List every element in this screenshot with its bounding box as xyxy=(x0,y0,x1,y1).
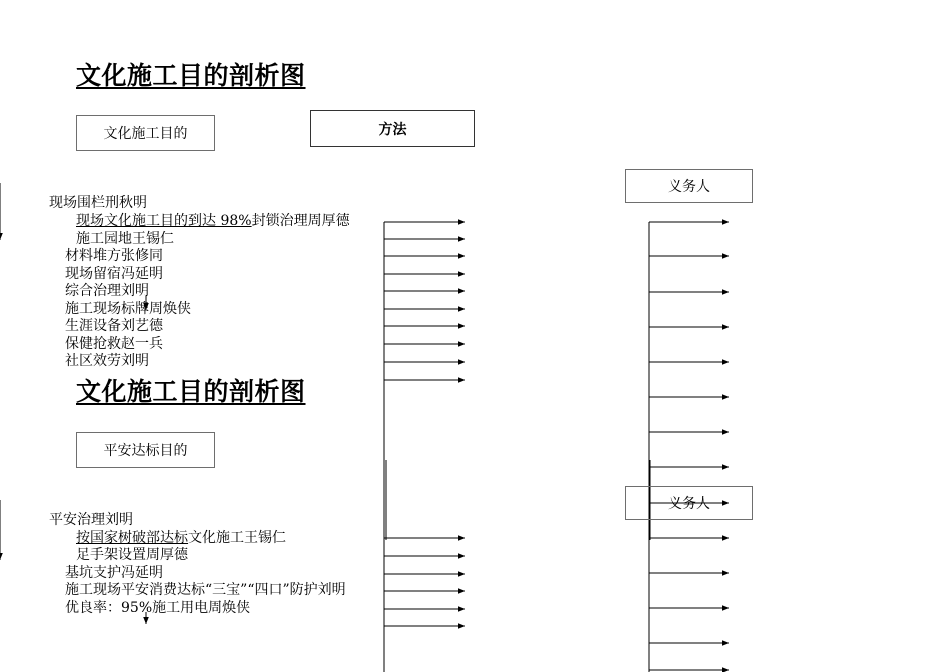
list-item: 施工现场平安消费达标“三宝”“四口”防护刘明 xyxy=(65,582,346,598)
objective-box-safety: 平安达标目的 xyxy=(76,432,215,468)
list-item: 施工现场标牌周焕侠 xyxy=(65,301,191,317)
list-item: 材料堆方张修同 xyxy=(65,248,163,264)
page-title-1: 文化施工目的剖析图 xyxy=(76,61,306,90)
target-text: 现场文化施工目的到达 98% xyxy=(76,213,252,229)
list-item: 现场围栏刑秋明 xyxy=(49,195,147,211)
standard-text: 按国家树破部达标 xyxy=(76,530,188,546)
method-box: 方法 xyxy=(310,110,475,147)
list-item xyxy=(76,213,350,230)
list-item: 保健抢救赵一兵 xyxy=(65,336,163,352)
list-item xyxy=(76,530,286,547)
list-item: 社区效劳刘明 xyxy=(65,353,149,369)
list-item: 施工园地王锡仁 xyxy=(76,231,174,247)
responsible-box-2: 义务人 xyxy=(625,486,753,520)
list-item: 综合治理刘明 xyxy=(65,283,149,299)
list-item: 现场留宿冯延明 xyxy=(65,266,163,282)
list-item: 优良率：95%施工用电周焕侠 xyxy=(65,600,251,616)
list-item: 生涯设备刘艺德 xyxy=(65,318,163,334)
page-title-2: 文化施工目的剖析图 xyxy=(76,377,306,406)
objective-box-culture: 文化施工目的 xyxy=(76,115,215,151)
list-item: 基坑支护冯延明 xyxy=(65,565,163,581)
responsible-box-1: 义务人 xyxy=(625,169,753,203)
list-item-rest: 文化施工王锡仁 xyxy=(188,530,286,546)
list-item: 足手架设置周厚德 xyxy=(76,547,188,563)
list-item: 平安治理刘明 xyxy=(49,512,133,528)
list-item-rest: 封锁治理周厚德 xyxy=(251,213,350,229)
